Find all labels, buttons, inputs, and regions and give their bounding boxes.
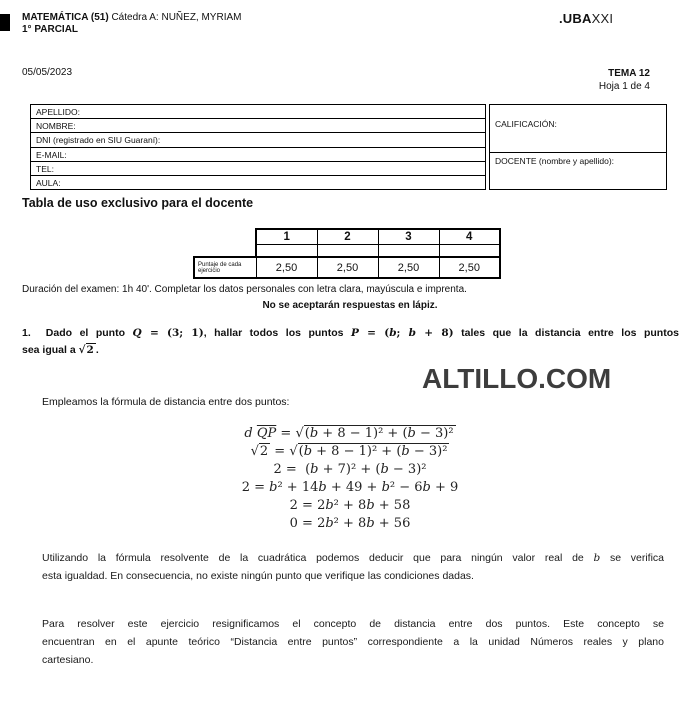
grading-ghost-cell: [194, 244, 256, 257]
tema-block: [599, 67, 650, 93]
math-segment: =: [270, 444, 290, 459]
sqrt-expression: √2: [78, 344, 94, 356]
grading-row-label-line2: ejercicio: [198, 268, 221, 274]
uba-xxi-logo: [559, 11, 613, 26]
grading-col-header-4: 4: [439, 229, 500, 244]
conclusion-paragraph: [42, 549, 664, 585]
pencil-warning: No se aceptarán respuestas en lápiz.: [262, 300, 438, 311]
grading-col-header-2: 2: [317, 229, 378, 244]
course-title: MATEMÁTICA (51): [22, 12, 109, 23]
uba-logo-xxi: XXI: [591, 11, 614, 26]
text-line: [42, 651, 664, 669]
grading-empty-cell: [439, 244, 500, 257]
docente-cell: DOCENTE (nombre y apellido):: [495, 156, 615, 166]
grading-col-header-1: 1: [256, 229, 317, 244]
form-row-nombre: NOMBRE:: [31, 119, 485, 133]
text-line: [0, 424, 700, 442]
text-line: [42, 567, 664, 585]
text-segment: , hallar todos los puntos: [203, 327, 351, 339]
text-segment: se verifica: [600, 552, 664, 564]
score-cell-3: 2,50: [378, 257, 439, 278]
grading-row-label-line1: Puntaje de cada: [198, 261, 242, 268]
solution-intro: Empleamos la fórmula de distancia entre dos puntos:: [42, 396, 290, 408]
text-segment: sea igual a: [22, 344, 79, 356]
text-line: [42, 633, 664, 651]
text-segment: cartesiano.: [42, 654, 94, 666]
grading-empty-cell: [256, 244, 317, 257]
math-segment: 2 = (b + 7)² + (b − 3)²: [273, 462, 427, 477]
math-segment: 0 = 2b² + 8b + 56: [289, 516, 411, 531]
text-segment: .: [95, 344, 99, 356]
grading-table-wrap: [193, 228, 501, 279]
text-segment: encuentran en el apunte teórico “Distancia entre puntos” correspondiente a la unidad Números reales y plano: [42, 636, 664, 648]
teacher-form-table: [489, 104, 667, 190]
score-cell-1: 2,50: [256, 257, 317, 278]
grading-table-title: Tabla de uso exclusivo para el docente: [22, 196, 254, 210]
math-segment: $\overline{QP}$: [256, 426, 277, 441]
course-title-line: [22, 12, 241, 24]
math-segment: d: [244, 426, 253, 441]
grading-ghost-cell: [194, 229, 256, 244]
text-line: [42, 549, 664, 567]
student-form-table: [30, 104, 486, 190]
uba-logo-bold: .UBA: [559, 11, 592, 26]
form-row-email: E-MAIL:: [31, 148, 485, 162]
math-segment: 2 = 2b² + 8b + 58: [289, 498, 411, 513]
text-line: [0, 478, 700, 496]
sqrt-expression: √2: [250, 444, 269, 459]
grading-empty-cell: [378, 244, 439, 257]
text-line: [22, 342, 679, 359]
page-corner-mark: [0, 14, 10, 31]
form-row-dni: DNI (registrado en SIU Guaraní):: [31, 133, 485, 147]
exam-date: 05/05/2023: [22, 67, 73, 78]
text-line: [0, 496, 700, 514]
math-segment: b: [593, 552, 601, 564]
text-segment: Para resolver este ejercicio resignificamos el concepto de distancia entre dos puntos. Este concepto se: [42, 618, 664, 630]
score-cell-2: 2,50: [317, 257, 378, 278]
text-line: [22, 325, 679, 342]
text-segment: 1. Dado el punto: [22, 327, 133, 339]
calificacion-cell: CALIFICACIÓN:: [490, 105, 666, 153]
problem-statement: [22, 325, 679, 359]
course-header: [22, 12, 241, 36]
math-segment: P = (b; b + 8): [350, 327, 454, 339]
math-segment: =: [276, 426, 296, 441]
exam-title: 1° PARCIAL: [22, 24, 79, 35]
remark-paragraph: [42, 615, 664, 669]
sqrt-expression: √(b + 8 − 1)² + (b − 3)²: [289, 444, 448, 459]
text-line: [42, 615, 664, 633]
text-line: [0, 514, 700, 532]
text-segment: esta igualdad. En consecuencia, no existe ningún punto que verifique las condiciones dadas.: [42, 570, 474, 582]
text-segment: Utilizando la fórmula resolvente de la cuadrática podemos deducir que para ningún valor real de: [42, 552, 594, 564]
form-row-tel: TEL:: [31, 162, 485, 176]
duration-note: Duración del examen: 1h 40'. Completar los datos personales con letra clara, mayúscula e imprenta.: [22, 284, 467, 295]
text-line: [0, 460, 700, 478]
text-line: [0, 442, 700, 460]
equation-block: [0, 424, 700, 532]
grading-empty-cell: [317, 244, 378, 257]
grading-table: [193, 228, 501, 279]
course-catedra: Cátedra A: NUÑEZ, MYRIAM: [108, 12, 242, 23]
hoja-label: Hoja 1 de 4: [598, 81, 650, 92]
math-segment: 2 = b² + 14b + 49 + b² − 6b + 9: [241, 480, 459, 495]
altillo-watermark: ALTILLO.COM: [422, 363, 612, 394]
text-segment: tales que la distancia entre los puntos: [453, 327, 679, 339]
sqrt-expression: √(b + 8 − 1)² + (b − 3)²: [295, 426, 454, 441]
form-row-apellido: APELLIDO:: [31, 105, 485, 119]
grading-col-header-3: 3: [378, 229, 439, 244]
form-row-aula: AULA:: [36, 177, 61, 188]
score-cell-4: 2,50: [439, 257, 500, 278]
math-segment: Q = (3; 1): [132, 327, 204, 339]
tema-label: TEMA 12: [608, 68, 650, 79]
grading-row-label: [194, 257, 256, 278]
